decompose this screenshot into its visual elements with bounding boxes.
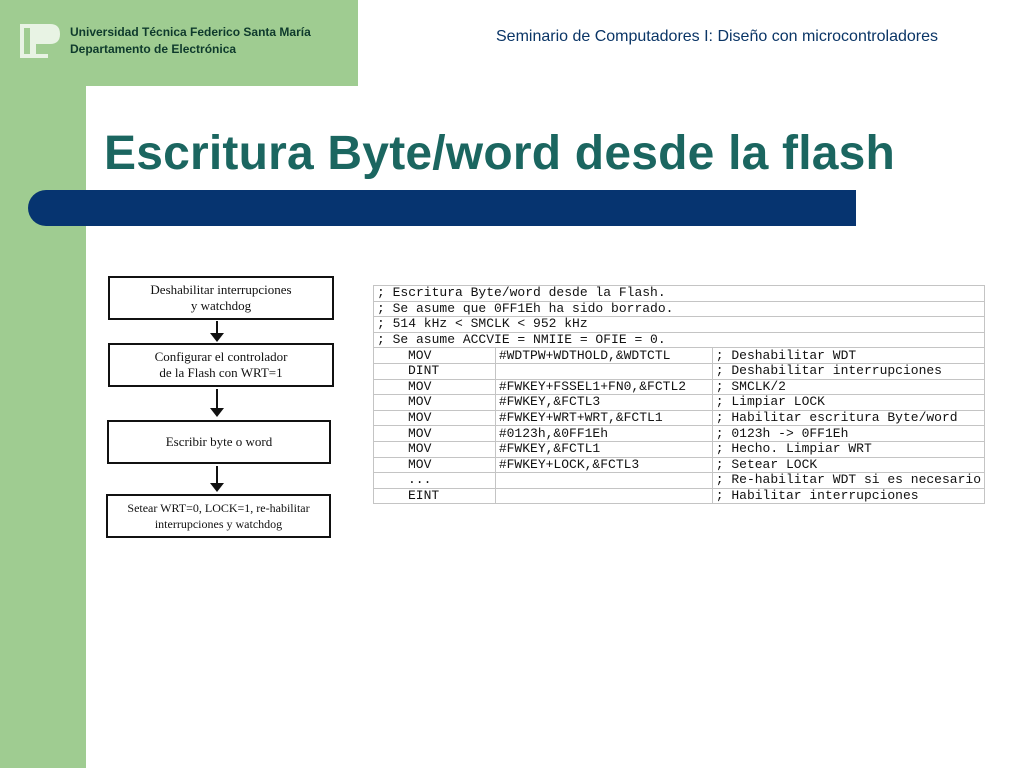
code-comment: ; Se asume que 0FF1Eh ha sido borrado. bbox=[374, 301, 985, 317]
code-inline-comment: ; Setear LOCK bbox=[712, 457, 984, 473]
code-opcode: MOV bbox=[374, 348, 496, 364]
flowchart-step-3-line-1: Escribir byte o word bbox=[165, 434, 273, 449]
flowchart-step-4-line-1: Setear WRT=0, LOCK=1, re-habilitar bbox=[127, 501, 310, 515]
code-inline-comment: ; Limpiar LOCK bbox=[712, 395, 984, 411]
code-opcode: MOV bbox=[374, 441, 496, 457]
code-operands bbox=[495, 363, 712, 379]
university-name: Universidad Técnica Federico Santa María bbox=[70, 25, 311, 39]
code-opcode: MOV bbox=[374, 395, 496, 411]
code-opcode: MOV bbox=[374, 410, 496, 426]
code-row bbox=[374, 395, 985, 411]
code-inline-comment: ; Habilitar escritura Byte/word bbox=[712, 410, 984, 426]
code-row bbox=[374, 410, 985, 426]
code-comment: ; 514 kHz < SMCLK < 952 kHz bbox=[374, 317, 985, 333]
slide-title: Escritura Byte/word desde la flash bbox=[104, 127, 896, 180]
institution-block bbox=[70, 24, 311, 58]
title-underline-bar bbox=[28, 190, 856, 226]
code-operands: #FWKEY,&FCTL1 bbox=[495, 441, 712, 457]
flowchart-step-1-line-1: Deshabilitar interrupciones bbox=[150, 282, 292, 297]
code-operands: #FWKEY,&FCTL3 bbox=[495, 395, 712, 411]
flowchart-step-4 bbox=[106, 494, 331, 538]
code-comment-row bbox=[374, 301, 985, 317]
code-opcode: MOV bbox=[374, 379, 496, 395]
code-opcode: DINT bbox=[374, 363, 496, 379]
code-inline-comment: ; Hecho. Limpiar WRT bbox=[712, 441, 984, 457]
code-inline-comment: ; 0123h -> 0FF1Eh bbox=[712, 426, 984, 442]
code-row bbox=[374, 348, 985, 364]
code-row bbox=[374, 363, 985, 379]
flowchart-step-4-line-2: interrupciones y watchdog bbox=[154, 517, 283, 531]
arrow-down-icon bbox=[207, 466, 227, 494]
flowchart bbox=[104, 276, 336, 546]
code-row bbox=[374, 441, 985, 457]
code-inline-comment: ; Deshabilitar WDT bbox=[712, 348, 984, 364]
code-inline-comment: ; Deshabilitar interrupciones bbox=[712, 363, 984, 379]
code-row bbox=[374, 426, 985, 442]
flowchart-step-2-line-1: Configurar el controlador bbox=[154, 349, 288, 364]
code-operands: #FWKEY+FSSEL1+FN0,&FCTL2 bbox=[495, 379, 712, 395]
code-operands bbox=[495, 473, 712, 489]
arrow-down-icon bbox=[207, 389, 227, 419]
seminar-title: Seminario de Computadores I: Diseño con microcontroladores bbox=[496, 28, 938, 45]
code-opcode: EINT bbox=[374, 488, 496, 504]
code-row bbox=[374, 457, 985, 473]
code-opcode: MOV bbox=[374, 457, 496, 473]
flowchart-step-1 bbox=[108, 276, 334, 320]
flowchart-step-2-line-2: de la Flash con WRT=1 bbox=[159, 365, 283, 380]
code-operands: #FWKEY+WRT+WRT,&FCTL1 bbox=[495, 410, 712, 426]
assembly-code-table bbox=[373, 285, 985, 504]
code-comment: ; Se asume ACCVIE = NMIIE = OFIE = 0. bbox=[374, 332, 985, 348]
code-inline-comment: ; SMCLK/2 bbox=[712, 379, 984, 395]
code-row bbox=[374, 379, 985, 395]
code-row bbox=[374, 473, 985, 489]
code-inline-comment: ; Habilitar interrupciones bbox=[712, 488, 984, 504]
code-operands bbox=[495, 488, 712, 504]
code-operands: #0123h,&0FF1Eh bbox=[495, 426, 712, 442]
department-name: Departamento de Electrónica bbox=[70, 42, 237, 56]
left-green-band bbox=[0, 0, 86, 768]
code-opcode: MOV bbox=[374, 426, 496, 442]
university-logo-icon bbox=[20, 20, 64, 60]
code-comment-row bbox=[374, 286, 985, 302]
flowchart-step-1-line-2: y watchdog bbox=[190, 298, 252, 313]
code-operands: #WDTPW+WDTHOLD,&WDTCTL bbox=[495, 348, 712, 364]
code-row bbox=[374, 488, 985, 504]
code-comment-row bbox=[374, 317, 985, 333]
code-opcode: ... bbox=[374, 473, 496, 489]
flowchart-step-3 bbox=[107, 420, 331, 464]
code-inline-comment: ; Re-habilitar WDT si es necesario bbox=[712, 473, 984, 489]
code-comment: ; Escritura Byte/word desde la Flash. bbox=[374, 286, 985, 302]
arrow-down-icon bbox=[207, 321, 227, 343]
code-operands: #FWKEY+LOCK,&FCTL3 bbox=[495, 457, 712, 473]
code-comment-row bbox=[374, 332, 985, 348]
flowchart-step-2 bbox=[108, 343, 334, 387]
